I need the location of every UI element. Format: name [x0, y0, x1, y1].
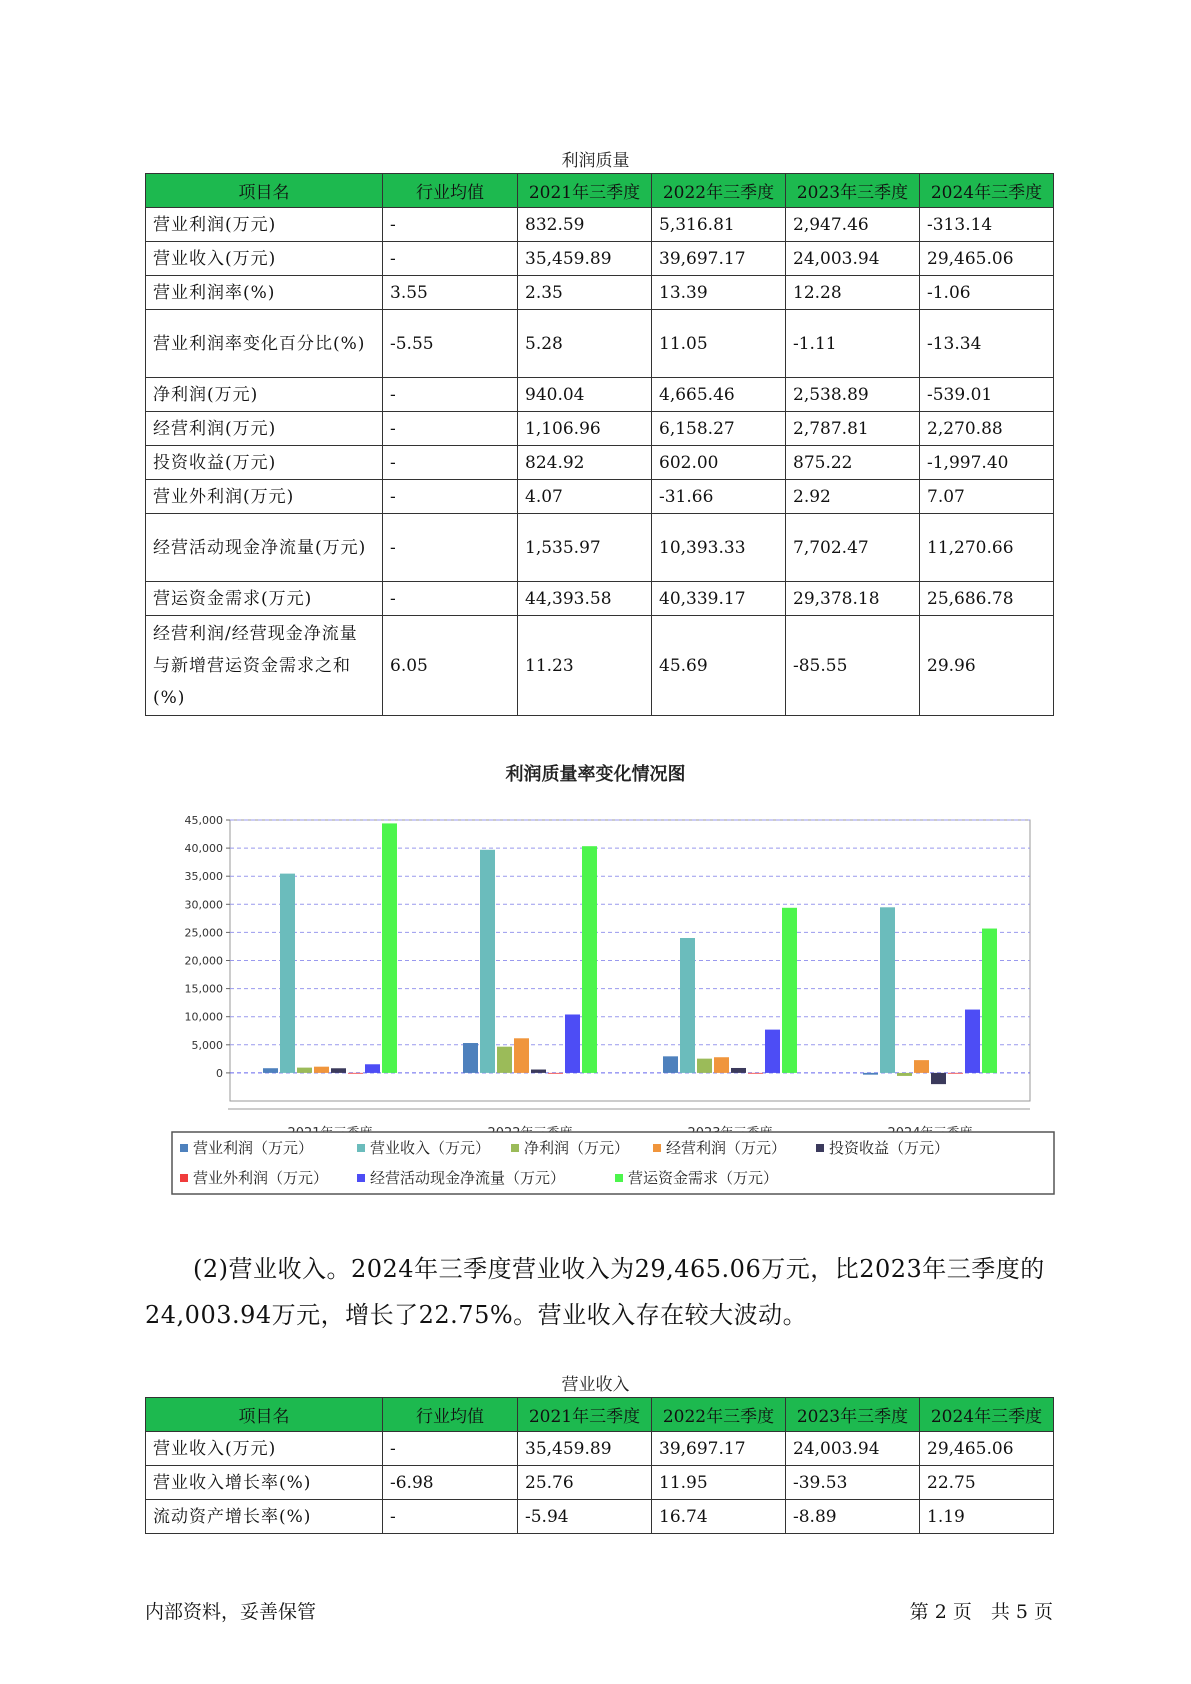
table-row [146, 480, 1054, 514]
table-cell: 832.59 [518, 208, 652, 242]
table-row [146, 310, 1054, 378]
y-tick-label: 10,000 [184, 1010, 223, 1024]
bar [914, 1060, 929, 1073]
table-cell: 2.35 [518, 276, 652, 310]
revenue-paragraph: (2)营业收入。2024年三季度营业收入为29,465.06万元，比2023年三季度的24,003.94万元，增长了22.75%。营业收入存在较大波动。 [145, 1255, 1045, 1329]
y-tick-label: 20,000 [184, 954, 223, 968]
table-row [146, 276, 1054, 310]
row-label: 经营活动现金净流量(万元) [146, 514, 383, 582]
table-cell: 7,702.47 [786, 514, 920, 582]
table2-caption: 营业收入 [561, 1375, 630, 1395]
bar [948, 1073, 963, 1074]
bar [531, 1070, 546, 1073]
row-label: 营业利润率(%) [146, 276, 383, 310]
table-cell: - [383, 582, 518, 616]
bar [297, 1068, 312, 1073]
table-cell: 25,686.78 [920, 582, 1054, 616]
table-row [146, 1500, 1054, 1534]
y-tick-label: 35,000 [184, 870, 223, 884]
table-cell: 2.92 [786, 480, 920, 514]
table-cell: -313.14 [920, 208, 1054, 242]
bar [965, 1010, 980, 1073]
legend-swatch [357, 1174, 365, 1182]
table-cell: 1,106.96 [518, 412, 652, 446]
header-cell: 行业均值 [383, 1398, 518, 1432]
y-tick-label: 45,000 [184, 814, 223, 827]
table-cell: 2,947.46 [786, 208, 920, 242]
table-cell: -1.06 [920, 276, 1054, 310]
table-cell: 2,270.88 [920, 412, 1054, 446]
chart-title: 利润质量率变化情况图 [505, 764, 686, 785]
bar [582, 846, 597, 1073]
y-tick-label: 40,000 [184, 842, 223, 856]
legend-swatch [511, 1144, 519, 1152]
table-cell: 5.28 [518, 310, 652, 378]
bar [365, 1064, 380, 1073]
bar [565, 1014, 580, 1072]
y-tick-label: 5,000 [191, 1038, 223, 1052]
header-cell: 项目名 [146, 174, 383, 208]
table-cell: 24,003.94 [786, 1432, 920, 1466]
bar [663, 1056, 678, 1073]
table-row [146, 1432, 1054, 1466]
table-cell: 22.75 [920, 1466, 1054, 1500]
table-cell: 1.19 [920, 1500, 1054, 1534]
table-cell: - [383, 1500, 518, 1534]
bar [463, 1043, 478, 1073]
header-cell: 2022年三季度 [652, 1398, 786, 1432]
table-cell: -1,997.40 [920, 446, 1054, 480]
table-cell: 11.05 [652, 310, 786, 378]
table-cell: 29.96 [920, 616, 1054, 716]
legend-label: 经营利润（万元） [666, 1139, 787, 1157]
table-cell: 2,787.81 [786, 412, 920, 446]
table-cell: - [383, 208, 518, 242]
table-cell: 4.07 [518, 480, 652, 514]
bar [280, 874, 295, 1073]
header-cell: 2021年三季度 [518, 1398, 652, 1432]
legend-swatch [180, 1144, 188, 1152]
table-cell: 10,393.33 [652, 514, 786, 582]
table-row [146, 242, 1054, 276]
legend-label: 营业利润（万元） [193, 1139, 314, 1157]
table-cell: 29,378.18 [786, 582, 920, 616]
table-cell: 40,339.17 [652, 582, 786, 616]
table-cell: 11,270.66 [920, 514, 1054, 582]
header-cell: 2023年三季度 [786, 174, 920, 208]
table-row [146, 446, 1054, 480]
bar [931, 1073, 946, 1084]
table-cell: -6.98 [383, 1466, 518, 1500]
table-cell: 5,316.81 [652, 208, 786, 242]
table-cell: 13.39 [652, 276, 786, 310]
table-cell: 2,538.89 [786, 378, 920, 412]
row-label: 经营利润(万元) [146, 412, 383, 446]
table-cell: 45.69 [652, 616, 786, 716]
row-label: 经营利润/经营现金净流量与新增营运资金需求之和(%) [146, 616, 383, 716]
table-cell: -8.89 [786, 1500, 920, 1534]
table-cell: -13.34 [920, 310, 1054, 378]
table-row [146, 378, 1054, 412]
header-cell: 2021年三季度 [518, 174, 652, 208]
legend-swatch [180, 1174, 188, 1182]
bar [697, 1059, 712, 1073]
row-label: 流动资产增长率(%) [146, 1500, 383, 1534]
y-tick-label: 30,000 [184, 898, 223, 912]
table-cell: 39,697.17 [652, 1432, 786, 1466]
table-row [146, 582, 1054, 616]
legend-label: 投资收益（万元） [829, 1139, 950, 1157]
bar [348, 1073, 363, 1074]
table-cell: 602.00 [652, 446, 786, 480]
table-row [146, 208, 1054, 242]
bar [765, 1030, 780, 1073]
legend-label: 营运资金需求（万元） [628, 1169, 779, 1187]
table-cell: 4,665.46 [652, 378, 786, 412]
y-tick-label: 15,000 [184, 982, 223, 996]
revenue-table [145, 1397, 1054, 1534]
row-label: 营业利润率变化百分比(%) [146, 310, 383, 378]
table-row [146, 412, 1054, 446]
header-cell: 行业均值 [383, 174, 518, 208]
table1-caption: 利润质量 [561, 151, 630, 171]
header-cell: 2024年三季度 [920, 174, 1054, 208]
table-cell: 940.04 [518, 378, 652, 412]
table-cell: - [383, 412, 518, 446]
bar [714, 1057, 729, 1073]
table-cell: -85.55 [786, 616, 920, 716]
table-cell: -5.94 [518, 1500, 652, 1534]
table-cell: - [383, 514, 518, 582]
bar [880, 907, 895, 1073]
table-row [146, 1466, 1054, 1500]
bar [731, 1068, 746, 1073]
bar [748, 1073, 763, 1074]
row-label: 营业外利润(万元) [146, 480, 383, 514]
profit-quality-chart [0, 790, 1191, 1210]
y-tick-label: 0 [216, 1066, 223, 1080]
table-cell: - [383, 1432, 518, 1466]
table-cell: -1.11 [786, 310, 920, 378]
bar [331, 1068, 346, 1073]
table-cell: 6,158.27 [652, 412, 786, 446]
legend-label: 净利润（万元） [524, 1139, 630, 1157]
table-cell: - [383, 480, 518, 514]
table-cell: - [383, 446, 518, 480]
bar [863, 1073, 878, 1075]
bar [897, 1073, 912, 1076]
table-cell: - [383, 378, 518, 412]
bar [314, 1067, 329, 1073]
bar [263, 1068, 278, 1073]
row-label: 营业利润(万元) [146, 208, 383, 242]
bar [497, 1047, 512, 1073]
legend-swatch [357, 1144, 365, 1152]
table-cell: 7.07 [920, 480, 1054, 514]
bar [680, 938, 695, 1073]
bar [382, 823, 397, 1072]
bar [782, 908, 797, 1073]
bar [480, 850, 495, 1073]
header-cell: 2023年三季度 [786, 1398, 920, 1432]
row-label: 净利润(万元) [146, 378, 383, 412]
table-cell: 25.76 [518, 1466, 652, 1500]
footer-confidential: 内部资料，妥善保管 [145, 1601, 317, 1623]
table-cell: 16.74 [652, 1500, 786, 1534]
table-cell: -5.55 [383, 310, 518, 378]
table-cell: 11.95 [652, 1466, 786, 1500]
table-cell: 29,465.06 [920, 1432, 1054, 1466]
table-cell: 35,459.89 [518, 1432, 652, 1466]
table-row [146, 514, 1054, 582]
row-label: 投资收益(万元) [146, 446, 383, 480]
table-cell: 875.22 [786, 446, 920, 480]
legend-swatch [816, 1144, 824, 1152]
table-cell: 29,465.06 [920, 242, 1054, 276]
legend-label: 营业外利润（万元） [193, 1169, 329, 1187]
table-row [146, 616, 1054, 716]
table-cell: 12.28 [786, 276, 920, 310]
table-cell: -31.66 [652, 480, 786, 514]
table-cell: 3.55 [383, 276, 518, 310]
legend-label: 营业收入（万元） [370, 1139, 491, 1157]
table-cell: - [383, 242, 518, 276]
legend-swatch [653, 1144, 661, 1152]
bar [514, 1038, 529, 1073]
table-cell: 6.05 [383, 616, 518, 716]
table-cell: 44,393.58 [518, 582, 652, 616]
bar [982, 929, 997, 1073]
table-cell: 11.23 [518, 616, 652, 716]
row-label: 营运资金需求(万元) [146, 582, 383, 616]
row-label: 营业收入(万元) [146, 242, 383, 276]
profit-quality-table [145, 173, 1054, 716]
row-label: 营业收入增长率(%) [146, 1466, 383, 1500]
table-cell: -539.01 [920, 378, 1054, 412]
header-cell: 项目名 [146, 1398, 383, 1432]
table-cell: 39,697.17 [652, 242, 786, 276]
legend-label: 经营活动现金净流量（万元） [370, 1169, 566, 1187]
table-cell: 1,535.97 [518, 514, 652, 582]
bar [548, 1073, 563, 1074]
table-cell: 24,003.94 [786, 242, 920, 276]
table-cell: 824.92 [518, 446, 652, 480]
header-cell: 2022年三季度 [652, 174, 786, 208]
footer-page-number: 第 2 页 共 5 页 [909, 1601, 1053, 1623]
header-cell: 2024年三季度 [920, 1398, 1054, 1432]
table-cell: -39.53 [786, 1466, 920, 1500]
row-label: 营业收入(万元) [146, 1432, 383, 1466]
legend-swatch [615, 1174, 623, 1182]
y-tick-label: 25,000 [184, 926, 223, 940]
table-cell: 35,459.89 [518, 242, 652, 276]
